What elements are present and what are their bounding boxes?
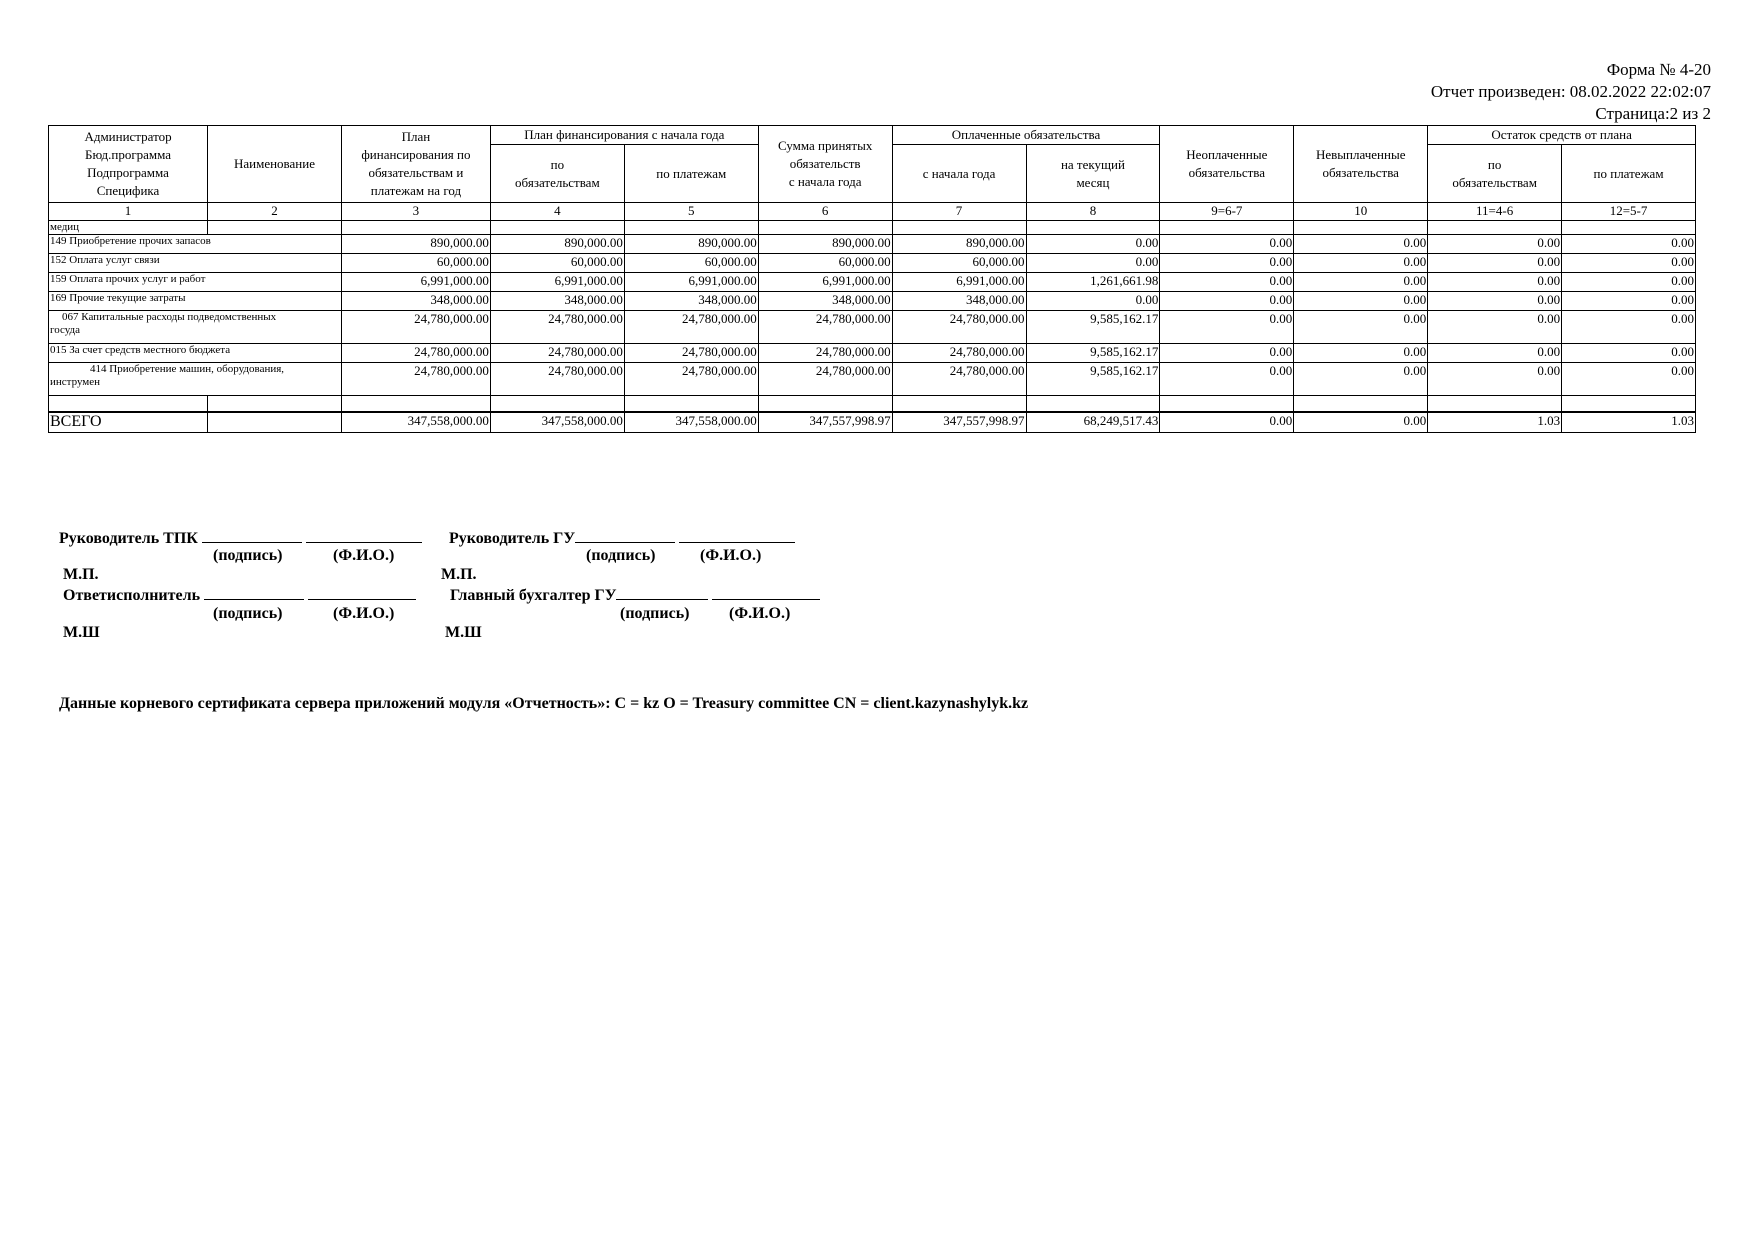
caption-signature: (подпись) (213, 547, 283, 564)
row-name: 149 Приобретение прочих запасов (49, 235, 342, 254)
caption-fio: (Ф.И.О.) (333, 605, 395, 622)
cell-value: 24,780,000.00 (758, 363, 892, 396)
header-fin-obl: по обязательствам (490, 145, 624, 203)
stamp-mp: М.П. (63, 566, 99, 583)
cell-value: 6,991,000.00 (758, 273, 892, 292)
cell-value: 348,000.00 (624, 292, 758, 311)
header-accepted: Сумма принятых обязательств с начала года (758, 126, 892, 203)
cell-value: 0.00 (1562, 292, 1696, 311)
cell-value: 0.00 (1160, 292, 1294, 311)
header-plan-year: План финансирования по обязательствам и платежам на год (341, 126, 490, 203)
cell-value: 9,585,162.17 (1026, 311, 1160, 344)
cell-value: 9,585,162.17 (1026, 363, 1160, 396)
cell-value: 0.00 (1160, 311, 1294, 344)
cell-value: 24,780,000.00 (490, 344, 624, 363)
col-number: 3 (341, 203, 490, 221)
col-number: 5 (624, 203, 758, 221)
cell-value: 0.00 (1428, 292, 1562, 311)
total-value: 1.03 (1562, 412, 1696, 433)
cell-value: 0.00 (1160, 363, 1294, 396)
cell-value: 348,000.00 (892, 292, 1026, 311)
col-number: 11=4-6 (1428, 203, 1562, 221)
cell-value: 0.00 (1428, 254, 1562, 273)
report-date: Отчет произведен: 08.02.2022 22:02:07 (1430, 82, 1711, 101)
cell-value: 24,780,000.00 (758, 344, 892, 363)
total-value: 68,249,517.43 (1026, 412, 1160, 433)
cell-value: 890,000.00 (341, 235, 490, 254)
cell-value: 890,000.00 (490, 235, 624, 254)
cell-value: 24,780,000.00 (341, 344, 490, 363)
row-name: 152 Оплата услуг связи (49, 254, 342, 273)
table-row (49, 311, 1696, 344)
cell-value: 60,000.00 (341, 254, 490, 273)
cell-value: 0.00 (1160, 273, 1294, 292)
head-gu-label: Руководитель ГУ (449, 530, 576, 547)
cell-value: 0.00 (1428, 235, 1562, 254)
cell-value: 348,000.00 (758, 292, 892, 311)
executor-line (63, 585, 416, 605)
total-value: 347,558,000.00 (490, 412, 624, 433)
stamp-mp: М.П. (441, 566, 477, 583)
cell-value: 6,991,000.00 (624, 273, 758, 292)
continuation-text: медиц (49, 221, 208, 235)
cell-value: 0.00 (1562, 235, 1696, 254)
col-number: 1 (49, 203, 208, 221)
header-name: Наименование (208, 126, 342, 203)
header-fin-plan-group: План финансирования с начала года (490, 126, 758, 145)
col-number: 2 (208, 203, 342, 221)
cell-value: 0.00 (1562, 311, 1696, 344)
cell-value: 890,000.00 (758, 235, 892, 254)
row-name: 414 Приобретение машин, оборудования, инструмен (49, 363, 342, 396)
cell-value: 890,000.00 (892, 235, 1026, 254)
cell-value: 24,780,000.00 (624, 363, 758, 396)
fio-line (308, 585, 416, 600)
header-admin: Администратор Бюд.программа Подпрограмма Специфика (49, 126, 208, 203)
caption-signature: (подпись) (586, 547, 656, 564)
row-name: 015 За счет средств местного бюджета (49, 344, 342, 363)
stamp-msh: М.Ш (63, 624, 100, 641)
cell-value: 24,780,000.00 (758, 311, 892, 344)
cell-value: 24,780,000.00 (624, 311, 758, 344)
col-number: 9=6-7 (1160, 203, 1294, 221)
executor-label: Ответисполнитель (63, 587, 201, 604)
continuation-row (49, 221, 1696, 235)
cell-value: 6,991,000.00 (490, 273, 624, 292)
table-row (49, 292, 1696, 311)
total-value: 347,557,998.97 (758, 412, 892, 433)
cell-value: 24,780,000.00 (892, 311, 1026, 344)
header-rest-pay: по платежам (1562, 145, 1696, 203)
header-paid-group: Оплаченные обязательства (892, 126, 1160, 145)
header-paid-month: на текущий месяц (1026, 145, 1160, 203)
cell-value: 60,000.00 (892, 254, 1026, 273)
cell-value: 890,000.00 (624, 235, 758, 254)
fio-line (712, 585, 820, 600)
cell-value: 0.00 (1026, 235, 1160, 254)
signature-line (575, 528, 675, 543)
cell-value: 0.00 (1294, 235, 1428, 254)
row-name: 169 Прочие текущие затраты (49, 292, 342, 311)
page-number: Страница:2 из 2 (1595, 104, 1711, 123)
signature-line (616, 585, 708, 600)
cell-value: 0.00 (1294, 344, 1428, 363)
cell-value: 0.00 (1294, 273, 1428, 292)
cell-value: 0.00 (1428, 363, 1562, 396)
col-number: 7 (892, 203, 1026, 221)
total-value: 0.00 (1294, 412, 1428, 433)
spacer-row (49, 396, 1696, 413)
cell-value: 348,000.00 (490, 292, 624, 311)
table-row (49, 344, 1696, 363)
header-rest-obl: по обязательствам (1428, 145, 1562, 203)
cell-value: 9,585,162.17 (1026, 344, 1160, 363)
column-numbers-row (49, 203, 1696, 221)
cell-value: 24,780,000.00 (624, 344, 758, 363)
header-notpaid: Невыплаченные обязательства (1294, 126, 1428, 203)
cell-value: 0.00 (1160, 235, 1294, 254)
table-row (49, 254, 1696, 273)
total-value: 1.03 (1428, 412, 1562, 433)
stamp-msh: М.Ш (445, 624, 482, 641)
total-value: 347,558,000.00 (341, 412, 490, 433)
total-value: 347,558,000.00 (624, 412, 758, 433)
form-number: Форма № 4-20 (1606, 60, 1711, 79)
cell-value: 60,000.00 (758, 254, 892, 273)
col-number: 10 (1294, 203, 1428, 221)
row-name: 067 Капитальные расходы подведомственных госуда (49, 311, 342, 344)
col-number: 8 (1026, 203, 1160, 221)
caption-signature: (подпись) (213, 605, 283, 622)
signature-line (202, 528, 302, 543)
row-name: 159 Оплата прочих услуг и работ (49, 273, 342, 292)
cell-value: 0.00 (1294, 292, 1428, 311)
cell-value: 24,780,000.00 (341, 311, 490, 344)
cell-value: 0.00 (1160, 254, 1294, 273)
cell-value: 0.00 (1428, 273, 1562, 292)
header-unpaid: Неоплаченные обязательства (1160, 126, 1294, 203)
table-row (49, 235, 1696, 254)
head-gu-line (449, 528, 795, 548)
header-fin-pay: по платежам (624, 145, 758, 203)
cell-value: 6,991,000.00 (341, 273, 490, 292)
total-value: 0.00 (1160, 412, 1294, 433)
cell-value: 24,780,000.00 (490, 363, 624, 396)
total-label: ВСЕГО (49, 412, 208, 433)
header-rest-group: Остаток средств от плана (1428, 126, 1696, 145)
head-tpk-label: Руководитель ТПК (59, 530, 198, 547)
header-paid-start: с начала года (892, 145, 1026, 203)
cell-value: 0.00 (1562, 273, 1696, 292)
caption-signature: (подпись) (620, 605, 690, 622)
col-number: 6 (758, 203, 892, 221)
cell-value: 60,000.00 (490, 254, 624, 273)
report-table (48, 125, 1696, 433)
chief-accountant-label: Главный бухгалтер ГУ (450, 587, 617, 604)
cell-value: 0.00 (1428, 344, 1562, 363)
total-row (49, 412, 1696, 433)
cell-value: 24,780,000.00 (490, 311, 624, 344)
cell-value: 0.00 (1160, 344, 1294, 363)
cell-value: 0.00 (1294, 254, 1428, 273)
cell-value: 60,000.00 (624, 254, 758, 273)
head-tpk-line (59, 528, 422, 548)
cell-value: 6,991,000.00 (892, 273, 1026, 292)
cell-value: 0.00 (1026, 292, 1160, 311)
cell-value: 0.00 (1562, 344, 1696, 363)
table-row (49, 363, 1696, 396)
cell-value: 24,780,000.00 (892, 344, 1026, 363)
cell-value: 0.00 (1562, 363, 1696, 396)
cell-value: 1,261,661.98 (1026, 273, 1160, 292)
caption-fio: (Ф.И.О.) (333, 547, 395, 564)
signature-line (204, 585, 304, 600)
col-number: 12=5-7 (1562, 203, 1696, 221)
chief-accountant-line (450, 585, 820, 605)
col-number: 4 (490, 203, 624, 221)
cell-value: 24,780,000.00 (892, 363, 1026, 396)
cell-value: 0.00 (1294, 363, 1428, 396)
fio-line (679, 528, 795, 543)
caption-fio: (Ф.И.О.) (700, 547, 762, 564)
cell-value: 24,780,000.00 (341, 363, 490, 396)
certificate-info: Данные корневого сертификата сервера приложений модуля «Отчетность»: C = kz O = Treasury committee CN = client.kazynashylyk.kz (59, 695, 1029, 712)
caption-fio: (Ф.И.О.) (729, 605, 791, 622)
cell-value: 0.00 (1428, 311, 1562, 344)
cell-value: 0.00 (1026, 254, 1160, 273)
fio-line (306, 528, 422, 543)
cell-value: 0.00 (1562, 254, 1696, 273)
total-value: 347,557,998.97 (892, 412, 1026, 433)
cell-value: 348,000.00 (341, 292, 490, 311)
cell-value: 0.00 (1294, 311, 1428, 344)
table-row (49, 273, 1696, 292)
